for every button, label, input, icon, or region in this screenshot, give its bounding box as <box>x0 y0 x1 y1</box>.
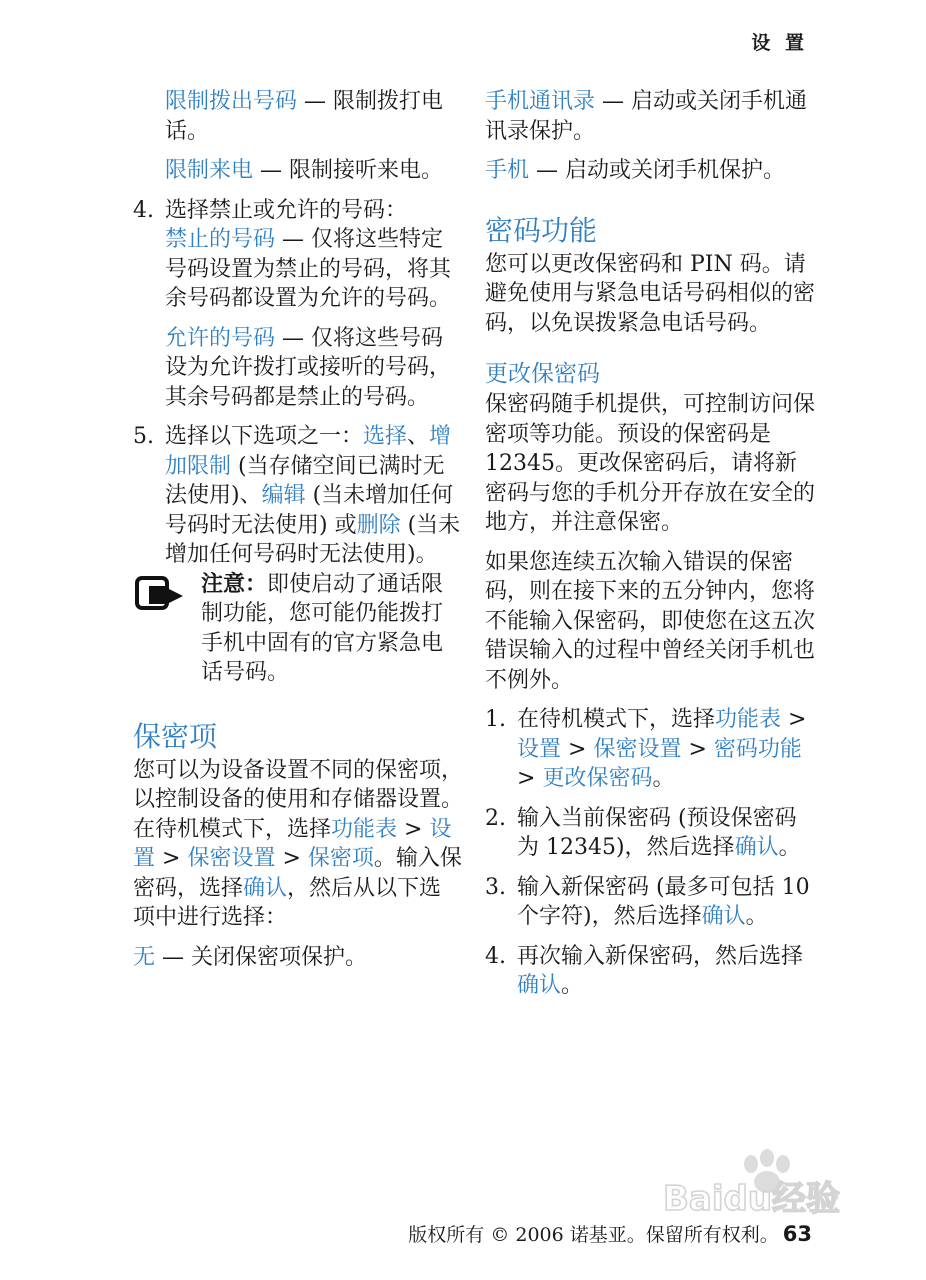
step-1: 1. 在待机模式下，选择功能表 > 设置 > 保密设置 > 密码功能 > 更改保密码。 <box>485 707 807 791</box>
step-4: 4. 选择禁止或允许的号码： <box>133 196 463 226</box>
change-code-para-1: 保密码随手机提供，可控制访问保密项等功能。预设的保密码是 12345。更改保密码后，请将新密码与您的手机分开存放在安全的地方，并注意保密。 <box>485 392 816 535</box>
option-phone: 手机 — 启动或关闭手机保护。 <box>485 158 786 183</box>
option-term: 禁止的号码 <box>165 227 276 252</box>
option-allowed-numbers: 允许的号码 — 仅将这些号码设为允许拨打或接听的号码，其余号码都是禁止的号码。 <box>165 325 452 410</box>
step-number: 4. <box>485 943 506 969</box>
step-number: 3. <box>485 874 506 900</box>
security-intro: 您可以为设备设置不同的保密项，以控制设备的使用和存储器设置。在待机模式下，选择功能表 > 设置 > 保密设置 > 保密项。输入保密码，选择确认，然后从以下选项中进行选择： <box>133 757 464 930</box>
option-blocked-numbers: 禁止的号码 — 仅将这些特定号码设置为禁止的号码，将其余号码都设置为允许的号码。 <box>165 227 452 311</box>
right-column <box>485 87 815 1001</box>
option-term: 限制来电 <box>165 158 254 183</box>
step-number: 4. <box>133 197 154 223</box>
option-term: 手机 <box>485 158 530 183</box>
page-footer <box>408 1220 812 1247</box>
step-5: 5. 选择以下选项之一：选择、增加限制 (当存储空间已满时无法使用)、编辑 (当未增加任何号码时无法使用) 或删除 (当未增加任何号码时无法使用)。 <box>133 424 461 567</box>
note-label: 注意： <box>201 570 268 597</box>
step-number: 5. <box>133 424 154 449</box>
note-icon <box>135 576 185 612</box>
step-3: 3. 输入新保密码 (最多可包括 10 个字符)，然后选择确认。 <box>485 874 810 929</box>
step-number: 2. <box>485 805 506 831</box>
option-none: 无 — 关闭保密项保护。 <box>133 944 368 970</box>
step-2: 2. 输入当前保密码 (预设保密码为 12345)，然后选择确认。 <box>485 805 801 860</box>
running-header: 设 置 <box>751 32 808 54</box>
watermark-text: Baidu经验 <box>663 1179 841 1219</box>
copyright: 版权所有 © 2006 诺基亚。保留所有权利。 <box>408 1224 779 1246</box>
option-term: 允许的号码 <box>165 325 276 351</box>
page-number: 63 <box>782 1222 812 1246</box>
change-code-para-2: 如果您连续五次输入错误的保密码，则在接下来的五分钟内，您将不能输入保密码，即使您在这五次错误输入的过程中曾经关闭手机也不例外。 <box>485 549 816 693</box>
baidu-watermark <box>655 1142 870 1222</box>
section-heading-access-codes: 密码功能 <box>485 213 598 247</box>
left-column <box>133 87 463 972</box>
option-restrict-incoming: 限制来电 — 限制接听来电。 <box>165 158 444 183</box>
access-codes-text: 您可以更改保密码和 PIN 码。请避免使用与紧急电话号码相似的密码，以免误拨紧急电话号码。 <box>485 251 816 336</box>
note-text: 即使启动了通话限制功能，您可能仍能拨打手机中固有的官方紧急电话号码。 <box>201 571 444 685</box>
option-term: 手机通讯录 <box>485 89 596 114</box>
subheading-change-code: 更改保密码 <box>485 361 600 387</box>
option-phonebook: 手机通讯录 — 启动或关闭手机通讯录保护。 <box>485 89 808 144</box>
note-box <box>133 570 463 688</box>
option-term: 限制拨出号码 <box>165 89 298 114</box>
step-4-right: 4. 再次输入新保密码，然后选择确认。 <box>485 943 804 998</box>
option-restrict-outgoing: 限制拨出号码 — 限制拨打电话。 <box>165 89 444 144</box>
option-term: 无 <box>133 944 156 970</box>
section-heading-security: 保密项 <box>133 719 218 753</box>
step-number: 1. <box>485 707 506 732</box>
